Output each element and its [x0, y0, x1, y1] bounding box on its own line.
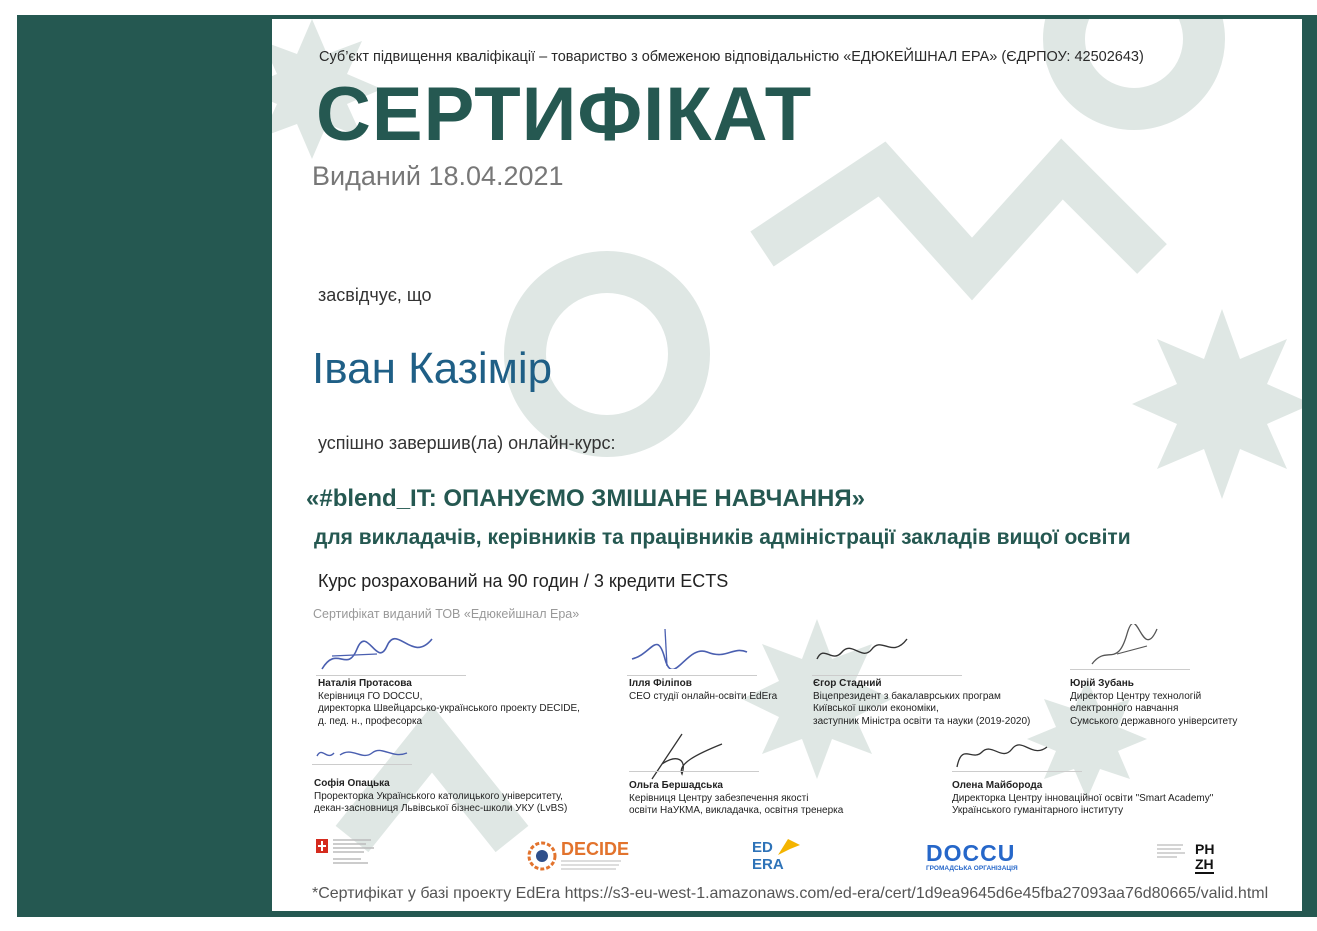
frame-bottom: [17, 911, 1317, 917]
signatory-6-name: Ольга Бершадська: [629, 780, 723, 791]
signature-5-line: [312, 764, 412, 765]
certifies-text: засвідчує, що: [318, 285, 432, 305]
doccu-subtitle: ГРОМАДСЬКА ОРГАНІЗАЦІЯ: [926, 865, 1018, 872]
signatory-3-line-2: Київської школи економіки,: [813, 703, 939, 714]
signature-2-line: [627, 675, 757, 676]
signature-2-image: [627, 624, 752, 669]
decide-emblem-icon: [527, 841, 557, 871]
decide-logo: [527, 839, 630, 876]
signatory-4-line-1: Директор Центру технологій: [1070, 690, 1202, 702]
signatory-6-line-2: освіти НаУКМА, викладачка, освітня тренерка: [629, 805, 844, 816]
certificate-title: СЕРТИФІКАТ: [316, 72, 813, 157]
signatory-5: [314, 778, 567, 816]
signatory-3-line-3: заступник Міністра освіти та науки (2019-2020): [813, 715, 1031, 727]
signature-6-line: [629, 771, 759, 772]
swiss-confederation-logo: [316, 837, 381, 874]
signatory-1-line-3: д. пед. н., професорка: [318, 715, 423, 727]
frame-right-band: [1302, 15, 1317, 917]
signatory-3-name: Єгор Стадний: [813, 678, 882, 689]
phzh-label-zh: ZH: [1195, 856, 1214, 872]
course-hours: Курс розрахований на 90 годин / 3 кредити ECTS: [318, 571, 729, 591]
signature-7-image: [952, 737, 1052, 772]
edera-bird-icon: [776, 837, 802, 859]
edera-label-era: ERA: [752, 856, 784, 873]
signatory-7-line-2: Українського гуманітарного інституту: [952, 805, 1124, 816]
signatory-5-line-2: декан-засновниця Львівської бізнес-школи УКУ (LvBS): [314, 803, 568, 814]
signature-6-image: [647, 724, 727, 784]
signatory-5-line-1: Проректорка Українського католицького університету,: [314, 790, 563, 802]
signatory-3: [813, 678, 1030, 728]
decide-label: DECIDE: [561, 839, 630, 859]
signature-1-line: [316, 675, 466, 676]
edera-label-ed: ED: [752, 839, 773, 856]
signature-4-line: [1070, 669, 1190, 670]
recipient-name: Іван Казімір: [312, 344, 553, 393]
signatory-7-name: Олена Майборода: [952, 780, 1043, 791]
signatory-7: [952, 780, 1213, 818]
signatory-4: [1070, 678, 1237, 728]
signature-7-line: [952, 771, 1082, 772]
signatory-2: [629, 678, 777, 703]
signatory-7-line-1: Директорка Центру інноваційної освіти "Smart Academy": [952, 792, 1214, 804]
signatory-4-line-3: Сумського державного університету: [1070, 715, 1238, 727]
signatory-4-line-2: електронного навчання: [1070, 703, 1179, 714]
frame-left-band: [17, 15, 272, 917]
signatory-3-line-1: Віцепрезидент з бакалаврських програм: [813, 690, 1001, 702]
signatory-4-name: Юрій Зубань: [1070, 678, 1134, 689]
signatory-1-line-2: директорка Швейцарсько-українського проекту DECIDE,: [318, 703, 580, 714]
signature-3-line: [812, 675, 962, 676]
signatory-2-name: Ілля Філіпов: [629, 678, 692, 689]
provider-header: Суб’єкт підвищення кваліфікації – товариство з обмеженою відповідальністю «ЕДЮКЕЙШНАЛ ЕРА» (ЄДРПОУ: 42502643): [319, 49, 1144, 65]
certificate-sheet: [272, 19, 1302, 911]
issuer-note: Сертифікат виданий ТОВ «Едюкейшнал Ера»: [313, 607, 580, 621]
phzh-logo: [1157, 841, 1215, 872]
signature-3-image: [812, 634, 912, 669]
course-title: «#blend_IT: ОПАНУЄМО ЗМІШАНЕ НАВЧАННЯ»: [306, 485, 865, 512]
signatory-5-name: Софія Опацька: [314, 778, 390, 789]
signatory-6-line-1: Керівниця Центру забезпечення якості: [629, 792, 809, 804]
signatory-2-line-1: CEO студії онлайн-освіти EdEra: [629, 690, 778, 702]
edera-logo: [752, 835, 802, 875]
doccu-logo: [926, 841, 1018, 872]
signatory-6: [629, 780, 843, 818]
signature-5-image: [312, 741, 412, 766]
phzh-label-ph: PH: [1195, 841, 1215, 857]
doccu-label: DOCCU: [926, 840, 1016, 866]
signatory-1: [318, 678, 580, 728]
signature-1-image: [317, 634, 437, 679]
signatory-1-name: Наталія Протасова: [318, 678, 412, 689]
verification-link[interactable]: *Сертифікат у базі проекту EdEra https://s3-eu-west-1.amazonaws.com/ed-era/cert/1d9ea9645d6e45fba27093aa76d80665/valid.html: [312, 885, 1269, 902]
completed-text: успішно завершив(ла) онлайн-курс:: [318, 433, 616, 453]
course-subtitle: для викладачів, керівників та працівників адміністрації закладів вищої освіти: [314, 526, 1131, 549]
signatory-1-line-1: Керівниця ГО DOCCU,: [318, 690, 423, 702]
issue-date: Виданий 18.04.2021: [312, 161, 564, 191]
signature-4-image: [1087, 624, 1167, 674]
